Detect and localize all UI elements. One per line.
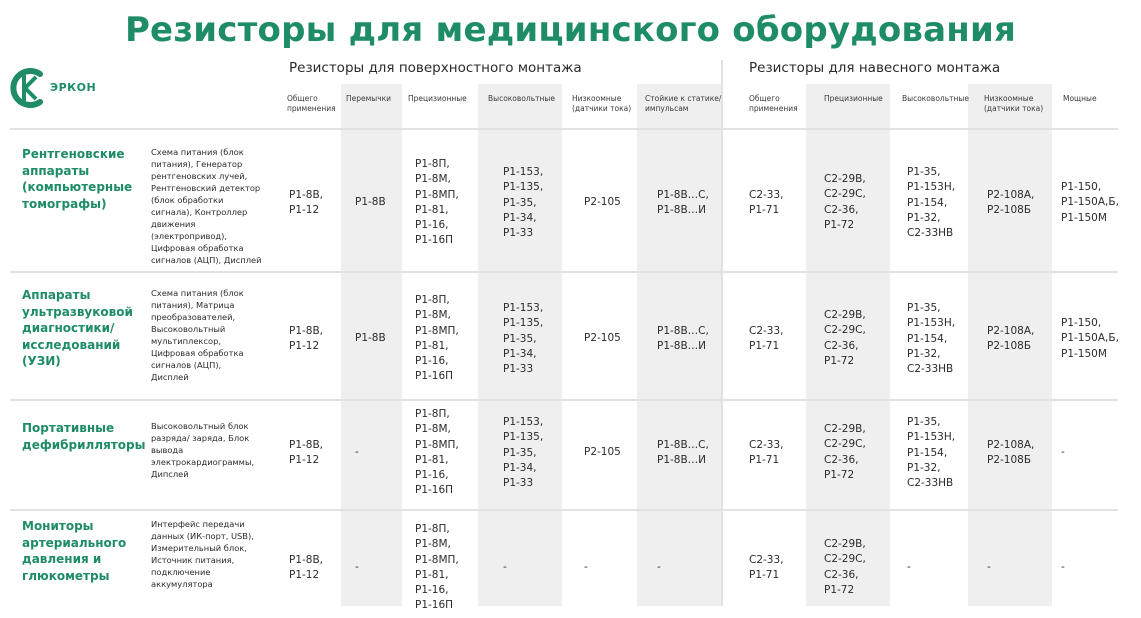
table-cell-line: С2-33НВ xyxy=(907,477,954,490)
table-cell xyxy=(415,157,459,249)
row-description-line: сигналов (АЦП), Дисплей xyxy=(151,255,262,265)
table-cell xyxy=(657,188,709,219)
table-cell-line: Р2-108Б xyxy=(987,454,1032,467)
table-cell xyxy=(584,560,588,575)
table-cell-line: Р1-16, xyxy=(415,219,449,232)
table-cell-line: - xyxy=(1061,561,1065,573)
group-divider xyxy=(721,60,723,606)
table-cell xyxy=(1061,445,1065,460)
table-cell-line: С2-33НВ xyxy=(907,363,954,376)
table-cell-line: - xyxy=(1061,446,1065,458)
table-cell-line: Р1-8В…С, xyxy=(657,439,709,451)
column-header-line: Низкоомные xyxy=(984,94,1034,103)
table-cell-line: Р1-12 xyxy=(289,340,320,353)
table-cell xyxy=(584,445,621,460)
table-cell-line: Р1-81, xyxy=(415,453,449,466)
row-description-line: Дисплей xyxy=(151,372,189,382)
table-cell xyxy=(907,301,955,377)
table-cell-line: Р1-16П xyxy=(415,599,454,612)
column-header-line: Низкоомные xyxy=(572,94,622,103)
table-cell-line: С2-33, xyxy=(749,189,784,201)
table-cell xyxy=(987,438,1034,469)
table-cell-line: Р1-32, xyxy=(907,461,941,474)
column-header xyxy=(572,94,631,114)
row-description-line: разряда/ заряда, Блок xyxy=(151,433,250,443)
table-cell-line: Р1-72 xyxy=(824,354,855,367)
table-cell-line: Р1-135, xyxy=(503,431,544,444)
row-label-line: ультразвуковой xyxy=(22,304,133,319)
table-cell-line: - xyxy=(657,561,661,573)
row-label-line: артериального xyxy=(22,535,127,550)
table-cell-line: Р1-81, xyxy=(415,339,449,352)
table-cell-line: Р2-108Б xyxy=(987,204,1032,217)
table-cell-line: Р1-35, xyxy=(907,416,941,428)
row-label-line: Аппараты xyxy=(22,288,91,302)
table-cell-line: Р1-8В, xyxy=(289,189,324,201)
table-cell-line: Р1-153Н, xyxy=(907,181,956,194)
table-cell-line: Р1-135, xyxy=(503,181,544,194)
table-cell xyxy=(355,445,359,460)
table-cell-line: С2-29С, xyxy=(824,438,866,451)
table-cell-line: Р1-71 xyxy=(749,454,780,467)
table-cell-line: С2-33, xyxy=(749,325,784,337)
table-cell xyxy=(657,324,709,355)
table-cell-line: Р1-154, xyxy=(907,332,948,345)
table-cell-line: Р1-33 xyxy=(503,227,534,240)
logo-text: ЭРКОН xyxy=(50,81,97,94)
row-description-line: Цифровая обработка xyxy=(151,348,244,358)
row-description-line: Схема питания (блок xyxy=(151,288,244,298)
row-label xyxy=(22,287,133,370)
table-cell-line: Р1-35, xyxy=(907,302,941,314)
table-cell-line: Р1-32, xyxy=(907,347,941,360)
table-cell-line: Р2-108А, xyxy=(987,325,1035,337)
table-cell-line: Р1-32, xyxy=(907,211,941,224)
row-divider xyxy=(10,399,1118,401)
table-cell xyxy=(824,422,866,483)
table-cell-line: Р1-12 xyxy=(289,204,320,217)
table-cell-line: Р1-8В, xyxy=(289,439,324,451)
table-cell-line: Р1-150, xyxy=(1061,317,1102,329)
row-label-line: диагностики/ xyxy=(22,321,115,335)
column-header-line: Высоковольтные xyxy=(902,94,969,103)
table-cell-line: Р2-105 xyxy=(584,446,621,458)
table-cell-line: Р1-150М xyxy=(1061,347,1107,360)
row-description-line: Дипслей xyxy=(151,469,189,479)
table-cell-line: Р1-8М, xyxy=(415,309,451,322)
column-header-line: (датчики тока) xyxy=(572,104,632,113)
table-cell-line: Р1-71 xyxy=(749,204,780,217)
table-cell xyxy=(907,560,911,575)
row-description-line: аккумулятора xyxy=(151,579,213,589)
row-description-line: Рентгеновский детектор xyxy=(151,183,261,193)
column-header-line: Прецизионные xyxy=(824,94,883,103)
table-cell-line: Р1-72 xyxy=(824,218,855,231)
column-header xyxy=(346,94,391,104)
table-cell-line: Р1-154, xyxy=(907,446,948,459)
table-cell-line: Р2-108А, xyxy=(987,439,1035,451)
table-cell-line: - xyxy=(987,561,991,573)
table-cell-line: Р1-12 xyxy=(289,569,320,582)
row-description-line: Источник питания, xyxy=(151,555,235,565)
table-cell-line: - xyxy=(503,561,507,573)
column-header-line: Мощные xyxy=(1063,94,1097,103)
table-cell-line: Р1-81, xyxy=(415,203,449,216)
table-cell-line: Р1-8В…И xyxy=(657,340,707,353)
table-cell-line: Р1-16, xyxy=(415,584,449,597)
table-cell-line: Р1-8М, xyxy=(415,423,451,436)
column-header xyxy=(645,94,721,114)
row-divider xyxy=(10,128,1118,130)
table-cell-line: - xyxy=(907,561,911,573)
row-label-line: томографы) xyxy=(22,196,107,211)
table-cell-line: Р1-8М, xyxy=(415,538,451,551)
group-title-surface: Резисторы для поверхностного монтажа xyxy=(289,60,582,76)
row-description-line: движения xyxy=(151,219,196,229)
row-description-line: рентгеновских лучей, xyxy=(151,171,248,181)
table-cell-line: Р1-8МП, xyxy=(415,553,459,566)
column-header xyxy=(408,94,467,104)
table-cell xyxy=(584,331,621,346)
row-description-line: Измерительный блок, xyxy=(151,543,247,553)
row-label-line: Мониторы xyxy=(22,519,94,533)
table-cell-line: Р1-8М, xyxy=(415,173,451,186)
table-cell xyxy=(289,438,323,469)
table-cell-line: Р1-16, xyxy=(415,355,449,368)
table-cell xyxy=(749,438,784,469)
table-cell xyxy=(749,324,784,355)
row-description-line: Интерфейс передачи xyxy=(151,519,245,529)
table-cell-line: Р1-8В, xyxy=(289,325,324,337)
group-title-through: Резисторы для навесного монтажа xyxy=(749,60,1001,76)
table-cell-line: С2-29С, xyxy=(824,553,866,566)
table-cell-line: Р1-34, xyxy=(503,347,537,360)
table-cell-line: Р1-16П xyxy=(415,234,454,247)
table-cell-line: Р1-8П, xyxy=(415,408,450,420)
table-cell-line: Р1-16П xyxy=(415,484,454,497)
row-label xyxy=(22,146,132,212)
row-description-line: подключение xyxy=(151,567,211,577)
table-cell xyxy=(355,331,386,346)
row-description-line: Высоковольтный xyxy=(151,324,226,334)
table-cell xyxy=(907,165,955,241)
row-description-line: (блок обработки xyxy=(151,195,224,205)
table-cell xyxy=(355,560,359,575)
table-cell-line: - xyxy=(355,561,359,573)
table-cell-line: Р1-33 xyxy=(503,363,534,376)
table-cell-line: Р1-153, xyxy=(503,302,544,314)
erkon-logo xyxy=(10,66,100,110)
table-cell-line: Р1-35, xyxy=(503,332,537,345)
row-description xyxy=(151,518,254,590)
row-label-line: Портативные xyxy=(22,421,115,435)
row-label xyxy=(22,518,126,584)
table-cell-line: С2-29В, xyxy=(824,173,866,185)
logo-mark-icon xyxy=(10,66,50,110)
table-cell-line: Р1-153Н, xyxy=(907,431,956,444)
column-header-line: импульсам xyxy=(645,104,689,113)
table-cell-line: Р1-8П, xyxy=(415,158,450,170)
column-header-line: применения xyxy=(749,104,798,113)
table-cell xyxy=(1061,180,1119,226)
table-cell-line: Р1-8В xyxy=(355,196,386,208)
table-cell-line: Р2-105 xyxy=(584,196,621,208)
table-cell xyxy=(1061,316,1119,362)
row-description-line: Схема питания (блок xyxy=(151,147,244,157)
table-cell-line: Р1-8МП, xyxy=(415,188,459,201)
table-cell-line: Р1-72 xyxy=(824,468,855,481)
table-cell-line: Р1-150А,Б, xyxy=(1061,332,1119,345)
table-cell xyxy=(415,407,459,499)
table-cell-line: С2-29С, xyxy=(824,188,866,201)
row-label-line: исследований xyxy=(22,337,121,352)
column-header xyxy=(287,94,336,114)
row-description xyxy=(151,146,262,266)
table-cell-line: Р1-8В…И xyxy=(657,204,707,217)
table-cell-line: Р1-8В xyxy=(355,332,386,344)
table-cell xyxy=(824,172,866,233)
row-label-line: аппараты xyxy=(22,163,90,178)
table-cell-line: Р1-34, xyxy=(503,211,537,224)
table-cell xyxy=(1061,560,1065,575)
row-divider xyxy=(10,271,1118,273)
page-title: Резисторы для медицинского оборудования xyxy=(124,10,1017,50)
column-header-line: Перемычки xyxy=(346,94,392,103)
table-cell-line: Р1-8П, xyxy=(415,523,450,535)
table-cell-line: Р1-154, xyxy=(907,196,948,209)
table-cell-line: С2-29В, xyxy=(824,309,866,321)
column-header-line: Высоковольтные xyxy=(488,94,555,103)
table-cell xyxy=(289,553,323,584)
table-cell xyxy=(987,560,991,575)
table-cell-line: Р1-150А,Б, xyxy=(1061,196,1119,209)
table-cell-line: Р1-8В, xyxy=(289,554,324,566)
table-cell xyxy=(289,188,323,219)
column-header-line: Стойкие к статике/ xyxy=(645,94,722,103)
row-description-line: данных (ИК-порт, USB), xyxy=(151,531,254,541)
table-cell-line: С2-29В, xyxy=(824,538,866,550)
table-cell xyxy=(503,415,543,491)
table-cell-line: Р1-150М xyxy=(1061,211,1107,224)
table-cell-line: С2-33НВ xyxy=(907,227,954,240)
table-cell-line: Р1-135, xyxy=(503,317,544,330)
column-header xyxy=(488,94,555,104)
column-header xyxy=(749,94,798,114)
table-cell xyxy=(657,560,661,575)
table-cell-line: Р2-108А, xyxy=(987,189,1035,201)
table-cell xyxy=(907,415,955,491)
row-description-line: питания), Матрица xyxy=(151,300,235,310)
table-cell xyxy=(503,301,543,377)
table-cell-line: С2-36, xyxy=(824,339,859,352)
table-cell-line: Р1-153, xyxy=(503,166,544,178)
table-cell xyxy=(749,188,784,219)
table-cell-line: Р2-105 xyxy=(584,332,621,344)
table-cell xyxy=(987,324,1034,355)
table-cell-line: С2-36, xyxy=(824,453,859,466)
table-cell-line: С2-36, xyxy=(824,568,859,581)
table-cell-line: - xyxy=(355,446,359,458)
table-cell-line: С2-29С, xyxy=(824,324,866,337)
table-cell-line: Р1-8В…С, xyxy=(657,325,709,337)
table-cell xyxy=(987,188,1034,219)
table-cell-line: Р1-153, xyxy=(503,416,544,428)
table-cell xyxy=(584,195,621,210)
column-header-line: Общего xyxy=(287,94,318,103)
table-cell xyxy=(503,165,543,241)
table-cell-line: С2-33, xyxy=(749,439,784,451)
column-header xyxy=(1063,94,1097,104)
row-label xyxy=(22,420,145,453)
row-divider xyxy=(10,509,1118,511)
column-header-line: применения xyxy=(287,104,336,113)
column-header xyxy=(824,94,883,104)
column-header-line: (датчики тока) xyxy=(984,104,1044,113)
table-cell xyxy=(289,324,323,355)
table-cell-line: Р1-33 xyxy=(503,477,534,490)
table-cell-line: Р1-8В…С, xyxy=(657,189,709,201)
column-header-line: Прецизионные xyxy=(408,94,467,103)
table-cell xyxy=(415,293,459,385)
row-description xyxy=(151,420,254,480)
table-cell-line: Р1-8В…И xyxy=(657,454,707,467)
table-cell-line: Р1-12 xyxy=(289,454,320,467)
row-label-line: глюкометры xyxy=(22,568,110,583)
row-label-line: давления и xyxy=(22,552,102,566)
row-description-line: мультиплексор, xyxy=(151,336,221,346)
row-description-line: электрокардиограммы, xyxy=(151,457,255,467)
table-cell xyxy=(824,308,866,369)
table-cell-line: С2-29В, xyxy=(824,423,866,435)
table-cell-line: Р1-72 xyxy=(824,583,855,596)
table-cell-line: Р1-153Н, xyxy=(907,317,956,330)
row-description-line: Высоковольтный блок xyxy=(151,421,249,431)
row-label-line: Рентгеновские xyxy=(22,147,125,161)
table-cell-line: - xyxy=(584,561,588,573)
table-cell-line: Р1-81, xyxy=(415,568,449,581)
row-label-line: (УЗИ) xyxy=(22,354,61,368)
table-cell xyxy=(824,537,866,598)
table-cell-line: Р1-35, xyxy=(503,446,537,459)
table-cell-line: Р1-71 xyxy=(749,569,780,582)
table-cell-line: Р1-150, xyxy=(1061,181,1102,193)
table-cell-line: С2-33, xyxy=(749,554,784,566)
column-header xyxy=(984,94,1043,114)
table-cell xyxy=(749,553,784,584)
row-description-line: (электропривод), xyxy=(151,231,228,241)
row-label-line: (компьютерные xyxy=(22,180,133,194)
table-cell xyxy=(503,560,507,575)
table-cell xyxy=(657,438,709,469)
row-description-line: питания), Генератор xyxy=(151,159,243,169)
table-cell-line: Р1-35, xyxy=(907,166,941,178)
table-cell-line: Р2-108Б xyxy=(987,340,1032,353)
row-description-line: сигнала), Контроллер xyxy=(151,207,248,217)
table-cell-line: Р1-34, xyxy=(503,461,537,474)
table-cell-line: Р1-16, xyxy=(415,469,449,482)
table-cell-line: Р1-16П xyxy=(415,370,454,383)
row-description xyxy=(151,287,244,383)
table-cell-line: Р1-8МП, xyxy=(415,324,459,337)
table-cell-line: Р1-35, xyxy=(503,196,537,209)
table-cell xyxy=(415,522,459,614)
row-label-line: дефибрилляторы xyxy=(22,437,146,452)
row-description-line: преобразователей, xyxy=(151,312,236,322)
row-description-line: сигналов (АЦП), xyxy=(151,360,222,370)
column-header xyxy=(902,94,969,104)
row-description-line: вывода xyxy=(151,445,184,455)
table-cell-line: Р1-8МП, xyxy=(415,438,459,451)
table-cell-line: Р1-71 xyxy=(749,340,780,353)
table-cell-line: С2-36, xyxy=(824,203,859,216)
table-cell-line: Р1-8П, xyxy=(415,294,450,306)
row-description-line: Цифровая обработка xyxy=(151,243,244,253)
column-header-line: Общего xyxy=(749,94,780,103)
table-cell xyxy=(355,195,386,210)
